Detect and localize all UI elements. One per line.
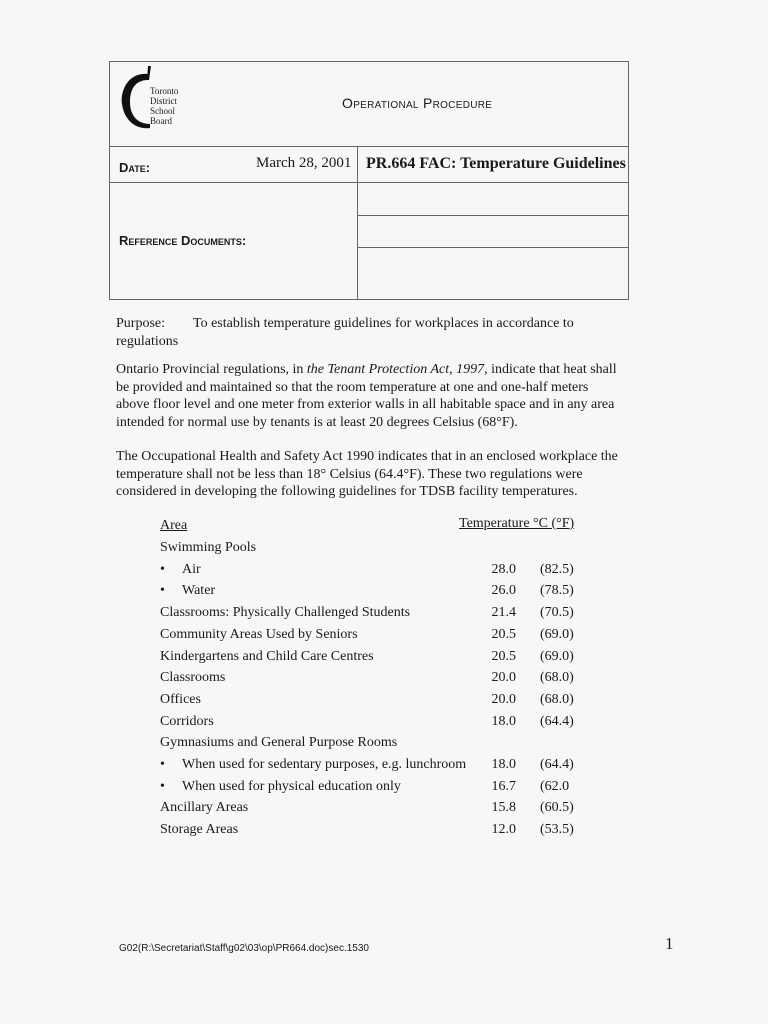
purpose-label: Purpose: xyxy=(116,316,165,331)
table-row-area xyxy=(160,539,256,557)
table-row-area xyxy=(160,648,374,666)
temperature-celsius: 20.5 xyxy=(491,648,516,664)
act-name: the Tenant Protection Act, 1997 xyxy=(306,362,485,377)
temperature-celsius: 18.0 xyxy=(491,757,516,772)
temperature-fahrenheit: (62.0 xyxy=(540,778,570,794)
bullet-icon: • xyxy=(160,561,165,577)
date-label: Date: xyxy=(119,160,151,175)
page-number: 1 xyxy=(665,934,674,953)
area-name: Storage Areas xyxy=(160,822,239,838)
temperature-celsius: 16.7 xyxy=(491,778,516,794)
logo-text xyxy=(150,86,178,126)
area-name: Air xyxy=(182,561,201,577)
header-column-divider xyxy=(357,146,358,300)
para1-text: , indicate that heat shall xyxy=(484,362,617,377)
logo-line: District xyxy=(150,96,177,106)
column-header-temperature: Temperature °C (°F) xyxy=(459,516,575,531)
logo-line: Board xyxy=(150,116,172,126)
area-name: Gymnasiums and General Purpose Rooms xyxy=(160,735,398,751)
table-row-area xyxy=(160,821,238,839)
logo-line: Toronto xyxy=(150,86,179,96)
para1-text: Ontario Provincial regulations, in xyxy=(116,362,307,377)
table-row-area xyxy=(160,604,410,622)
temperature-fahrenheit: (64.4) xyxy=(540,757,574,772)
paragraph-ohs-act xyxy=(116,448,636,501)
column-header-area: Area xyxy=(160,518,188,533)
para2-line: temperature shall not be less than 18° Celsius (64.4°F). These two regulations were xyxy=(116,466,583,482)
table-row-area xyxy=(160,626,358,644)
area-name: Classrooms xyxy=(160,670,226,686)
temperature-fahrenheit: (70.5) xyxy=(540,605,574,621)
area-name: Swimming Pools xyxy=(160,540,257,555)
temperature-fahrenheit: (82.5) xyxy=(540,561,574,577)
temperature-celsius: 28.0 xyxy=(491,561,516,577)
area-name: Kindergartens and Child Care Centres xyxy=(160,648,374,664)
table-row-area xyxy=(160,734,397,752)
temperature-fahrenheit: (69.0) xyxy=(540,648,574,664)
table-row-area xyxy=(160,691,201,709)
temperature-fahrenheit: (53.5) xyxy=(540,822,574,838)
temperature-celsius: 20.5 xyxy=(491,626,516,642)
table-row-area xyxy=(160,561,201,579)
temperature-celsius: 26.0 xyxy=(491,583,516,599)
table-row-area xyxy=(160,713,214,731)
footer-file-path: G02(R:\Secretariat\Staff\g02\03\op\PR664.doc)sec.1530 xyxy=(119,943,369,954)
logo-line: School xyxy=(150,106,176,116)
table-row-area xyxy=(160,799,248,817)
para1-line: above floor level and one meter from exterior walls in all habitable space and in any area xyxy=(116,397,615,412)
purpose-paragraph xyxy=(116,315,636,350)
area-name: Ancillary Areas xyxy=(160,800,249,816)
temperature-fahrenheit: (78.5) xyxy=(540,583,574,599)
header-divider xyxy=(110,146,628,147)
table-row-area xyxy=(160,669,225,687)
temperature-celsius: 21.4 xyxy=(491,605,516,621)
area-name: Corridors xyxy=(160,713,214,729)
temperature-fahrenheit: (69.0) xyxy=(540,626,574,642)
bullet-icon: • xyxy=(160,583,165,599)
temperature-fahrenheit: (64.4) xyxy=(540,713,574,729)
area-name: Community Areas Used by Seniors xyxy=(160,626,358,642)
temperature-fahrenheit: (60.5) xyxy=(540,800,574,816)
temperature-celsius: 12.0 xyxy=(491,822,516,838)
area-name: Water xyxy=(182,583,216,599)
area-name: Offices xyxy=(160,691,201,707)
table-row-area xyxy=(160,582,215,600)
table-row-area xyxy=(160,778,401,796)
date-row-divider xyxy=(110,182,628,183)
reference-divider-2 xyxy=(357,247,628,248)
area-name: When used for sedentary purposes, e.g. lunchroom xyxy=(182,757,467,772)
paragraph-ontario-regulations xyxy=(116,361,636,431)
area-name: When used for physical education only xyxy=(182,778,401,794)
document-title: Operational Procedure xyxy=(342,95,493,111)
tdsb-logo-icon xyxy=(118,64,152,132)
reference-documents-label: Reference Documents: xyxy=(119,233,247,248)
purpose-text-continued: regulations xyxy=(116,333,179,349)
bullet-icon: • xyxy=(160,778,165,794)
reference-divider-1 xyxy=(357,215,628,216)
temperature-celsius: 20.0 xyxy=(491,691,516,707)
purpose-text: To establish temperature guidelines for workplaces in accordance to xyxy=(193,316,574,331)
procedure-title: PR.664 FAC: Temperature Guidelines xyxy=(366,155,626,172)
temperature-fahrenheit: (68.0) xyxy=(540,691,574,707)
bullet-icon: • xyxy=(160,757,165,772)
para2-line: The Occupational Health and Safety Act 1990 indicates that in an enclosed workplace the xyxy=(116,449,618,464)
para2-line: considered in developing the following guidelines for TDSB facility temperatures. xyxy=(116,484,578,499)
table-row-area xyxy=(160,756,466,774)
temperature-celsius: 18.0 xyxy=(491,713,516,729)
area-name: Classrooms: Physically Challenged Students xyxy=(160,605,411,621)
temperature-celsius: 15.8 xyxy=(491,800,516,816)
para1-line: be provided and maintained so that the room temperature at one and one-half meters xyxy=(116,379,589,395)
temperature-celsius: 20.0 xyxy=(491,670,516,686)
date-value: March 28, 2001 xyxy=(256,155,352,171)
temperature-fahrenheit: (68.0) xyxy=(540,670,574,686)
para1-line: intended for normal use by tenants is at least 20 degrees Celsius (68°F). xyxy=(116,414,518,430)
